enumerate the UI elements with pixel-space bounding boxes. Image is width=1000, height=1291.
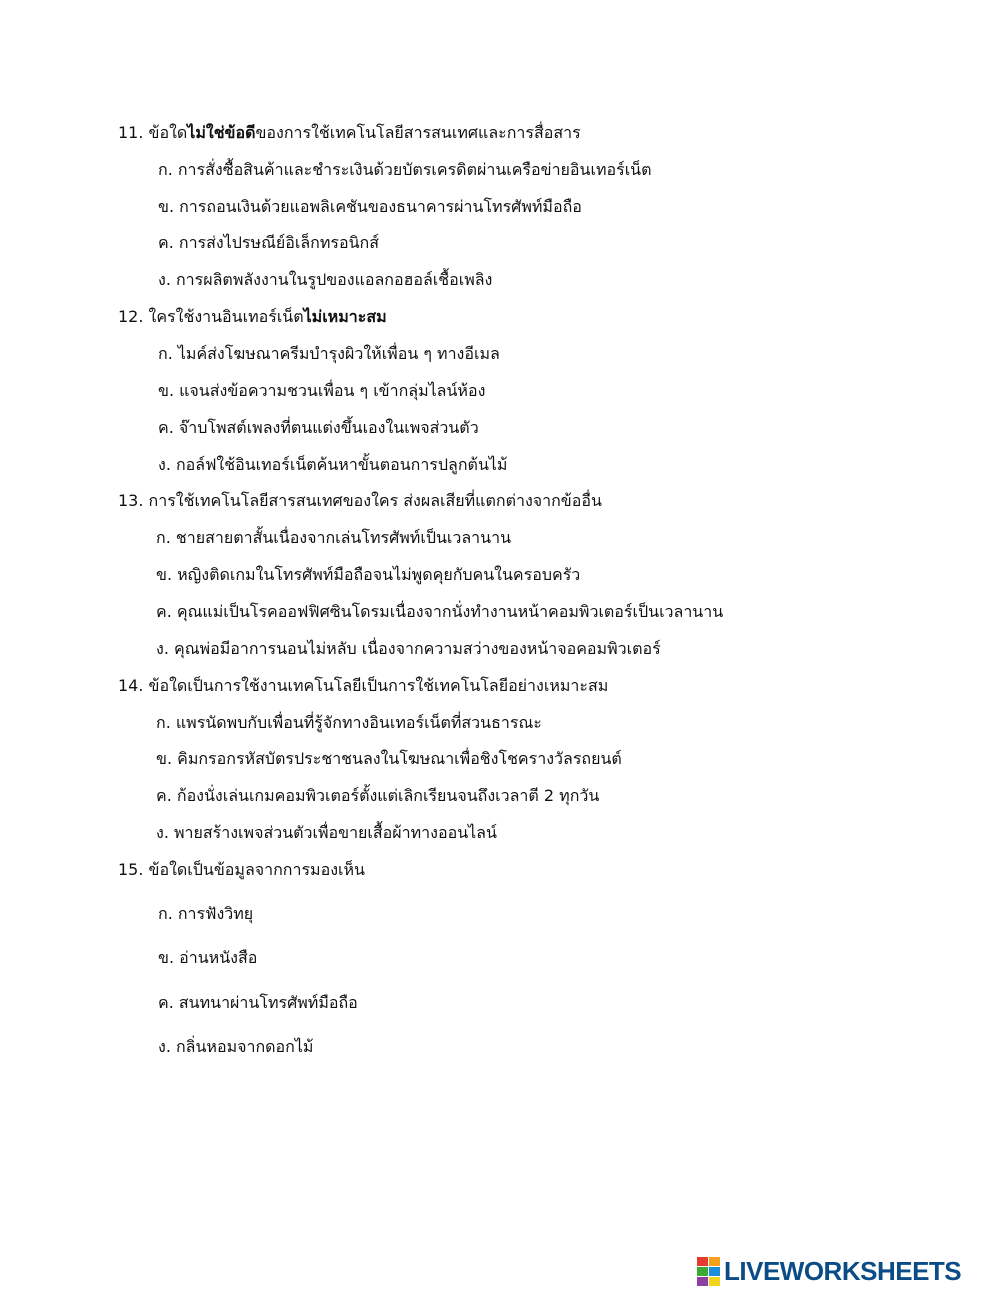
question-14-choice-d: ง. พายสร้างเพจส่วนตัวเพื่อขายเสื้อผ้าทางออนไลน์ — [156, 823, 497, 842]
question-15-choice-b: ข. อ่านหนังสือ — [158, 948, 258, 967]
question-15-prefix: 15. ข้อใดเป็นข้อมูลจากการมองเห็น — [118, 860, 365, 879]
logo-mark-block — [709, 1257, 720, 1266]
question-15-choice-a: ก. การฟังวิทยุ — [158, 904, 254, 923]
question-13-choice-d: ง. คุณพ่อมีอาการนอนไม่หลับ เนื่องจากความสว่างของหน้าจอคอมพิวเตอร์ — [156, 639, 661, 658]
question-12-prefix: 12. ใครใช้งานอินเทอร์เน็ต — [118, 307, 304, 326]
logo-mark-block — [697, 1257, 708, 1266]
question-14-choice-a: ก. แพรนัดพบกับเพื่อนที่รู้จักทางอินเทอร์เน็ตที่สวนธารณะ — [156, 713, 542, 732]
question-11-suffix: ของการใช้เทคโนโลยีสารสนเทศและการสื่อสาร — [255, 123, 581, 142]
logo-mark-icon — [697, 1257, 720, 1286]
question-15-choice-c: ค. สนทนาผ่านโทรศัพท์มือถือ — [158, 993, 358, 1012]
question-11-prefix: 11. ข้อใด — [118, 123, 188, 142]
logo-mark-block — [709, 1267, 720, 1276]
question-12-choice-b: ข. แจนส่งข้อความชวนเพื่อน ๆ เข้ากลุ่มไลน์ห้อง — [158, 381, 486, 400]
question-11 — [118, 123, 581, 143]
question-15 — [118, 860, 365, 880]
question-11-choice-a: ก. การสั่งซื้อสินค้าและชำระเงินด้วยบัตรเครดิตผ่านเครือข่ายอินเทอร์เน็ต — [158, 160, 652, 179]
logo-mark-block — [697, 1277, 708, 1286]
question-13-choice-b: ข. หญิงติดเกมในโทรศัพท์มือถือจนไม่พูดคุยกับคนในครอบครัว — [156, 565, 581, 584]
liveworksheets-logo — [697, 1256, 961, 1286]
question-14-choice-c: ค. ก้องนั่งเล่นเกมคอมพิวเตอร์ตั้งแต่เลิกเรียนจนถึงเวลาตี 2 ทุกวัน — [156, 786, 600, 805]
question-15-choice-d: ง. กลิ่นหอมจากดอกไม้ — [158, 1037, 314, 1056]
question-12-choice-c: ค. จ๊าบโพสต์เพลงที่ตนแต่งขึ้นเองในเพจส่วนตัว — [158, 418, 479, 437]
question-12-choice-a: ก. ไมค์ส่งโฆษณาครีมบำรุงผิวให้เพื่อน ๆ ทางอีเมล — [158, 344, 500, 363]
logo-mark-block — [697, 1267, 708, 1276]
question-14-prefix: 14. ข้อใดเป็นการใช้งานเทคโนโลยีเป็นการใช้เทคโนโลยีอย่างเหมาะสม — [118, 676, 609, 695]
question-13 — [118, 491, 602, 511]
question-13-choice-a: ก. ชายสายตาสั้นเนื่องจากเล่นโทรศัพท์เป็นเวลานาน — [156, 528, 512, 547]
question-12-choice-d: ง. กอล์ฟใช้อินเทอร์เน็ตค้นหาขั้นตอนการปลูกต้นไม้ — [158, 455, 508, 474]
question-14-choice-b: ข. คิมกรอกรหัสบัตรประชาชนลงในโฆษณาเพื่อชิงโชครางวัลรถยนต์ — [156, 749, 622, 768]
question-11-choice-b: ข. การถอนเงินด้วยแอพลิเคชันของธนาคารผ่านโทรศัพท์มือถือ — [158, 197, 582, 216]
logo-mark-block — [709, 1277, 720, 1286]
question-11-choice-c: ค. การส่งไปรษณีย์อิเล็กทรอนิกส์ — [158, 233, 379, 252]
question-12-emphasis: ไม่เหมาะสม — [303, 307, 387, 326]
question-11-choice-d: ง. การผลิตพลังงานในรูปของแอลกอฮอล์เชื้อเพลิง — [158, 270, 493, 289]
question-13-prefix: 13. การใช้เทคโนโลยีสารสนเทศของใคร ส่งผลเสียที่แตกต่างจากข้ออื่น — [118, 491, 602, 510]
question-11-emphasis: ไม่ใช่ข้อดี — [187, 123, 256, 142]
question-13-choice-c: ค. คุณแม่เป็นโรคออฟฟิศซินโดรมเนื่องจากนั่งทำงานหน้าคอมพิวเตอร์เป็นเวลานาน — [156, 602, 724, 621]
question-12 — [118, 307, 387, 327]
question-14 — [118, 676, 608, 696]
logo-text: LIVEWORKSHEETS — [724, 1256, 962, 1286]
